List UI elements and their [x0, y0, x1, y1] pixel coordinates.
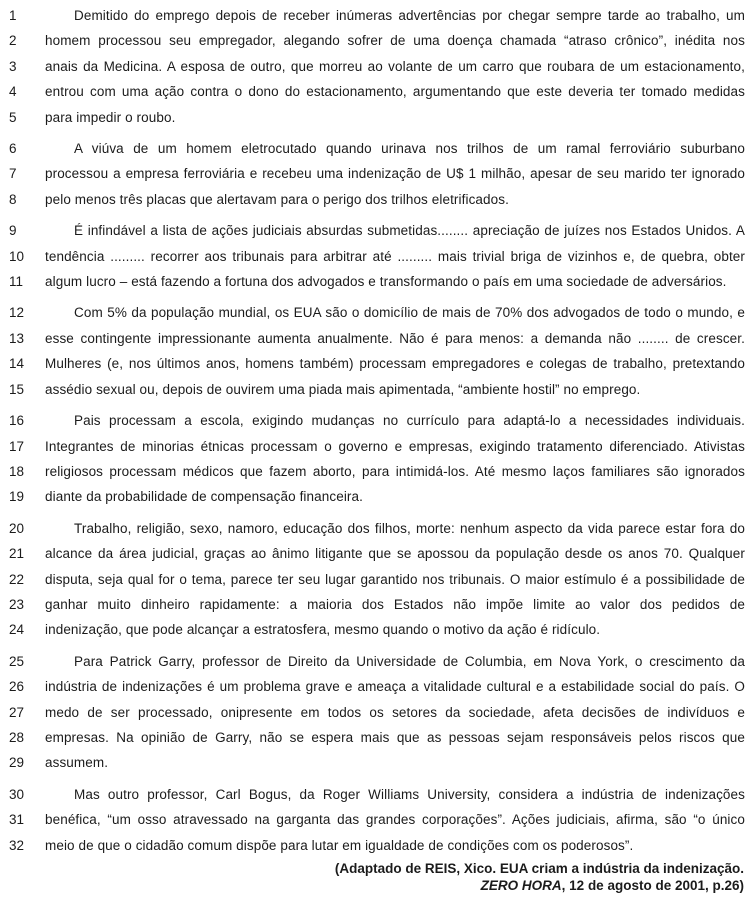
line-text: algum lucro – está fazendo a fortuna dos advogados e transformando o país em uma sociedade de adversários. [45, 274, 727, 290]
text-line [0, 617, 752, 642]
line-text: Pais processam a escola, exigindo mudanças no currículo para adaptá-lo a necessidades individuais. [74, 413, 745, 429]
line-text: Demitido do emprego depois de receber inúmeras advertências por chegar sempre tarde ao trabalho, um [74, 8, 745, 23]
text-line [0, 79, 752, 104]
line-text: É infindável a lista de ações judiciais absurdas submetidas........ apreciação de juízes nos Estados Unidos. A [74, 223, 745, 239]
line-number: 24 [9, 622, 25, 638]
line-number: 6 [9, 141, 17, 157]
text-line [0, 516, 752, 541]
line-number: 25 [9, 653, 25, 669]
paragraph [0, 408, 752, 510]
text-line [0, 136, 752, 161]
line-number: 8 [9, 191, 17, 207]
line-number: 19 [9, 489, 25, 505]
line-text: assumem. [45, 755, 109, 771]
text-line [0, 807, 752, 832]
paragraph [0, 218, 752, 294]
paragraph [0, 3, 752, 130]
text-line [0, 700, 752, 725]
line-number: 7 [9, 166, 17, 182]
line-number: 11 [9, 274, 24, 290]
line-text: ganhar muito dinheiro rapidamente: a maioria dos Estados não impõe limite ao valor dos pedidos de [45, 596, 745, 612]
line-text: entrou com uma ação contra o dono do estacionamento, argumentando que este deveria ter tomado medidas [45, 84, 745, 100]
line-text: meio de que o cidadão comum dispõe para lutar em igualdade de condições com os poderosos”. [45, 837, 634, 853]
text-line [0, 750, 752, 775]
text-line [0, 484, 752, 509]
citation-line-2 [0, 877, 744, 894]
text-line [0, 567, 752, 592]
text-line [0, 649, 752, 674]
citation-source-name: ZERO HORA [480, 878, 562, 893]
line-number: 30 [9, 786, 25, 802]
line-number: 4 [9, 84, 17, 100]
line-number: 12 [9, 305, 25, 321]
line-text: benéfica, “um osso atravessado na garganta das grandes corporações”. Ações judiciais, afirma, são “o único [45, 812, 745, 828]
text-line [0, 408, 752, 433]
line-text: homem processou seu empregador, alegando sofrer de uma doença chamada “atraso crônico”, inédita nos [45, 33, 745, 49]
citation-line-1: (Adaptado de REIS, Xico. EUA criam a indústria da indenização. [334, 861, 744, 876]
text-line [0, 105, 752, 130]
line-text: Mulheres (e, nos últimos anos, homens também) processam empregadores e colegas de trabalho, pretextando [45, 356, 745, 372]
text-line [0, 300, 752, 325]
line-number: 3 [9, 58, 17, 74]
text-line [0, 782, 752, 807]
paragraph [0, 649, 752, 776]
text-line [0, 377, 752, 402]
line-text: Mas outro professor, Carl Bogus, da Roger Williams University, considera a indústria de indenizações [74, 786, 745, 802]
line-text: Integrantes de minorias étnicas processam o governo e empresas, exigindo tratamento diferenciado. Ativistas [45, 438, 745, 454]
line-number: 20 [9, 520, 25, 536]
text-line [0, 54, 752, 79]
line-text: diante da probabilidade de compensação financeira. [45, 489, 363, 505]
line-text: Trabalho, religião, sexo, namoro, educação dos filhos, morte: nenhum aspecto da vida parece estar fora do [74, 520, 745, 536]
line-number: 31 [9, 812, 25, 828]
line-number: 15 [9, 381, 25, 397]
text-line [0, 244, 752, 269]
line-text: indenização, que pode alcançar a estratosfera, mesmo quando o motivo da ação é ridículo. [45, 622, 601, 638]
text-line [0, 28, 752, 53]
line-number: 1 [9, 8, 17, 23]
paragraph [0, 136, 752, 212]
line-number: 26 [9, 679, 25, 695]
line-text: religiosos processam médicos que fazem aborto, para intimidá-los. Até mesmo laços familiares são ignorados [45, 463, 745, 479]
line-text: indústria de indenizações é um problema grave e ameaça a vitalidade cultural e a estabilidade social do país. O [45, 679, 745, 695]
line-text: assédio sexual ou, depois de ouvirem uma piada mais apimentada, “ambiente hostil” no emprego. [45, 381, 641, 397]
line-number: 10 [9, 248, 25, 264]
paragraph [0, 516, 752, 643]
line-number: 14 [9, 356, 25, 372]
line-number: 29 [9, 755, 25, 771]
line-number: 13 [9, 330, 25, 346]
text-line [0, 187, 752, 212]
text-line [0, 434, 752, 459]
text-line [0, 326, 752, 351]
citation-line-2-rest: , 12 de agosto de 2001, p.26) [561, 878, 744, 893]
line-number: 16 [9, 413, 25, 429]
text-line [0, 3, 752, 28]
line-number: 27 [9, 704, 25, 720]
line-text: anais da Medicina. A esposa de outro, que morreu ao volante de um carro que roubara de um estacionamento, [45, 58, 745, 74]
line-number: 2 [9, 33, 17, 49]
text-line [0, 351, 752, 376]
line-number: 21 [9, 546, 25, 562]
paragraph [0, 782, 752, 858]
line-number: 23 [9, 596, 25, 612]
line-number: 17 [9, 438, 25, 454]
text-line [0, 161, 752, 186]
text-line [0, 592, 752, 617]
line-text: para impedir o roubo. [45, 109, 176, 125]
line-text: pelo menos três placas que alertavam para o perigo dos trilhos eletrificados. [45, 191, 509, 207]
line-number: 22 [9, 571, 25, 587]
line-text: Com 5% da população mundial, os EUA são o domicílio de mais de 70% dos advogados de todo o mundo, e [74, 305, 745, 321]
line-text: tendência ......... recorrer aos tribunais para arbitrar até ......... mais trivial briga de vizinhos e, de quebra, obter [45, 248, 745, 264]
line-text: A viúva de um homem eletrocutado quando urinava nos trilhos de um ramal ferroviário suburbano [74, 141, 745, 157]
line-number: 28 [9, 729, 25, 745]
line-text: medo de ser processado, onipresente em todos os setores da sociedade, afeta decisões de indivíduos e [45, 704, 745, 720]
text-body [0, 3, 752, 858]
line-number: 18 [9, 463, 25, 479]
line-number: 5 [9, 109, 17, 125]
line-text: disputa, seja qual for o tema, parece ter seu lugar garantido nos tribunais. O maior estímulo é a possibilidade de [45, 571, 745, 587]
line-text: processou a empresa ferroviária e recebeu uma indenização de U$ 1 milhão, apesar de seu marido ter ignorado [45, 166, 745, 182]
paragraph [0, 300, 752, 402]
text-line [0, 218, 752, 243]
text-line [0, 541, 752, 566]
text-line [0, 833, 752, 858]
line-text: alcance da área judicial, graças ao ânimo litigante que se apossou da população desde os anos 70. Qualquer [45, 546, 745, 562]
text-line [0, 269, 752, 294]
text-line [0, 459, 752, 484]
line-number: 32 [9, 837, 25, 853]
text-line [0, 674, 752, 699]
text-line [0, 725, 752, 750]
line-text: empresas. Na opinião de Garry, não se espera mais que as pessoas sejam responsáveis pelos riscos que [45, 729, 745, 745]
line-number: 9 [9, 223, 17, 239]
line-text: esse contingente impressionante aumenta anualmente. Não é para menos: a demanda não ........ de crescer. [45, 330, 745, 346]
line-text: Para Patrick Garry, professor de Direito da Universidade de Columbia, em Nova York, o crescimento da [74, 653, 745, 669]
citation [0, 860, 752, 894]
